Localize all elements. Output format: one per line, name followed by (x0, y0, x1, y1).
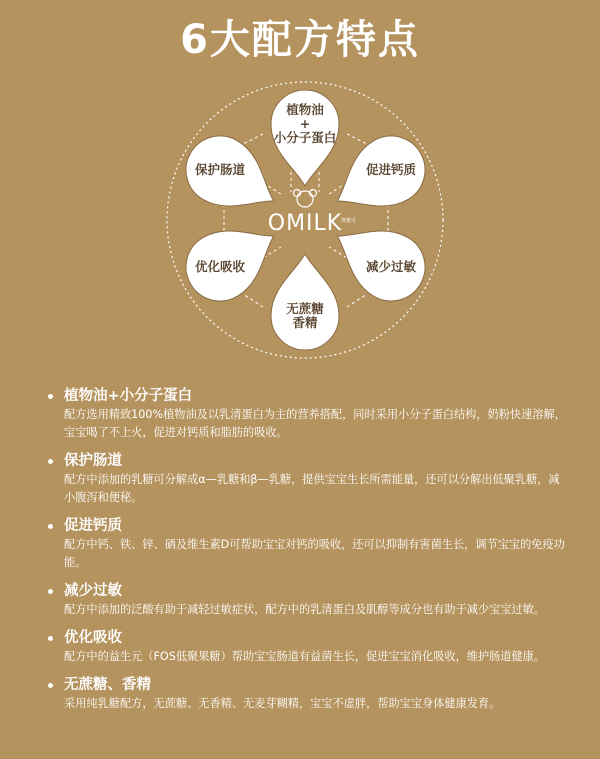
feature-item (48, 628, 568, 666)
page-title: 6大配方特点 (180, 17, 420, 63)
logo-sub: 澳蜜可 (341, 218, 357, 224)
logo-text: OMILK (267, 211, 343, 236)
feature-item (48, 581, 568, 619)
petal-label: 保护肠道 (194, 162, 246, 177)
petal-label: 小分子蛋白 (273, 130, 337, 145)
petal-label: 香精 (292, 315, 318, 330)
feature-text: 配方中添加的乳糖可分解成α—乳糖和β—乳糖，提供宝宝生长所需能量，还可以分解出低聚乳糖，减小腹泻和便秘。 (64, 473, 560, 504)
petal-label: 植物油 (286, 102, 324, 117)
feature-text: 配方选用精致100%植物油及以乳清蛋白为主的营养搭配，同时采用小分子蛋白结构，奶粉快速溶解，宝宝喝了不上火，促进对钙质和脂肪的吸收。 (64, 408, 566, 439)
feature-text: 配方中钙、铁、锌、硒及维生素D可帮助宝宝对钙的吸收，还可以抑制有害菌生长，调节宝宝的免疫功能。 (64, 538, 565, 569)
feature-item (48, 675, 568, 713)
feature-text: 采用纯乳糖配方，无蔗糖、无香精、无麦芽糊精，宝宝不虚胖，帮助宝宝身体健康发育。 (64, 697, 501, 710)
feature-item (48, 516, 568, 572)
feature-item (48, 386, 568, 442)
formula-diagram (163, 72, 453, 372)
petal-top (271, 90, 339, 186)
feature-title: 优化吸收 (64, 630, 122, 646)
feature-list (48, 386, 568, 722)
feature-title: 促进钙质 (64, 518, 122, 534)
petal-label: 优化吸收 (194, 259, 246, 274)
feature-title: 植物油+小分子蛋白 (64, 388, 193, 404)
petal-bottom (271, 254, 339, 350)
petal-label: 无蔗糖 (286, 301, 324, 316)
petal-label: 促进钙质 (365, 162, 417, 177)
petal-label: 减少过敏 (365, 259, 417, 274)
petal-label: + (299, 116, 311, 131)
feature-text: 配方中的益生元（FOS低聚果糖）帮助宝宝肠道有益菌生长，促进宝宝消化吸收，维护肠道健康。 (64, 650, 546, 663)
feature-title: 保护肠道 (64, 453, 122, 469)
feature-item (48, 451, 568, 507)
feature-title: 无蔗糖、香精 (64, 677, 151, 693)
feature-text: 配方中添加的泛酸有助于减轻过敏症状，配方中的乳清蛋白及肌醇等成分也有助于减少宝宝过敏。 (64, 603, 546, 616)
feature-title: 减少过敏 (64, 583, 122, 599)
